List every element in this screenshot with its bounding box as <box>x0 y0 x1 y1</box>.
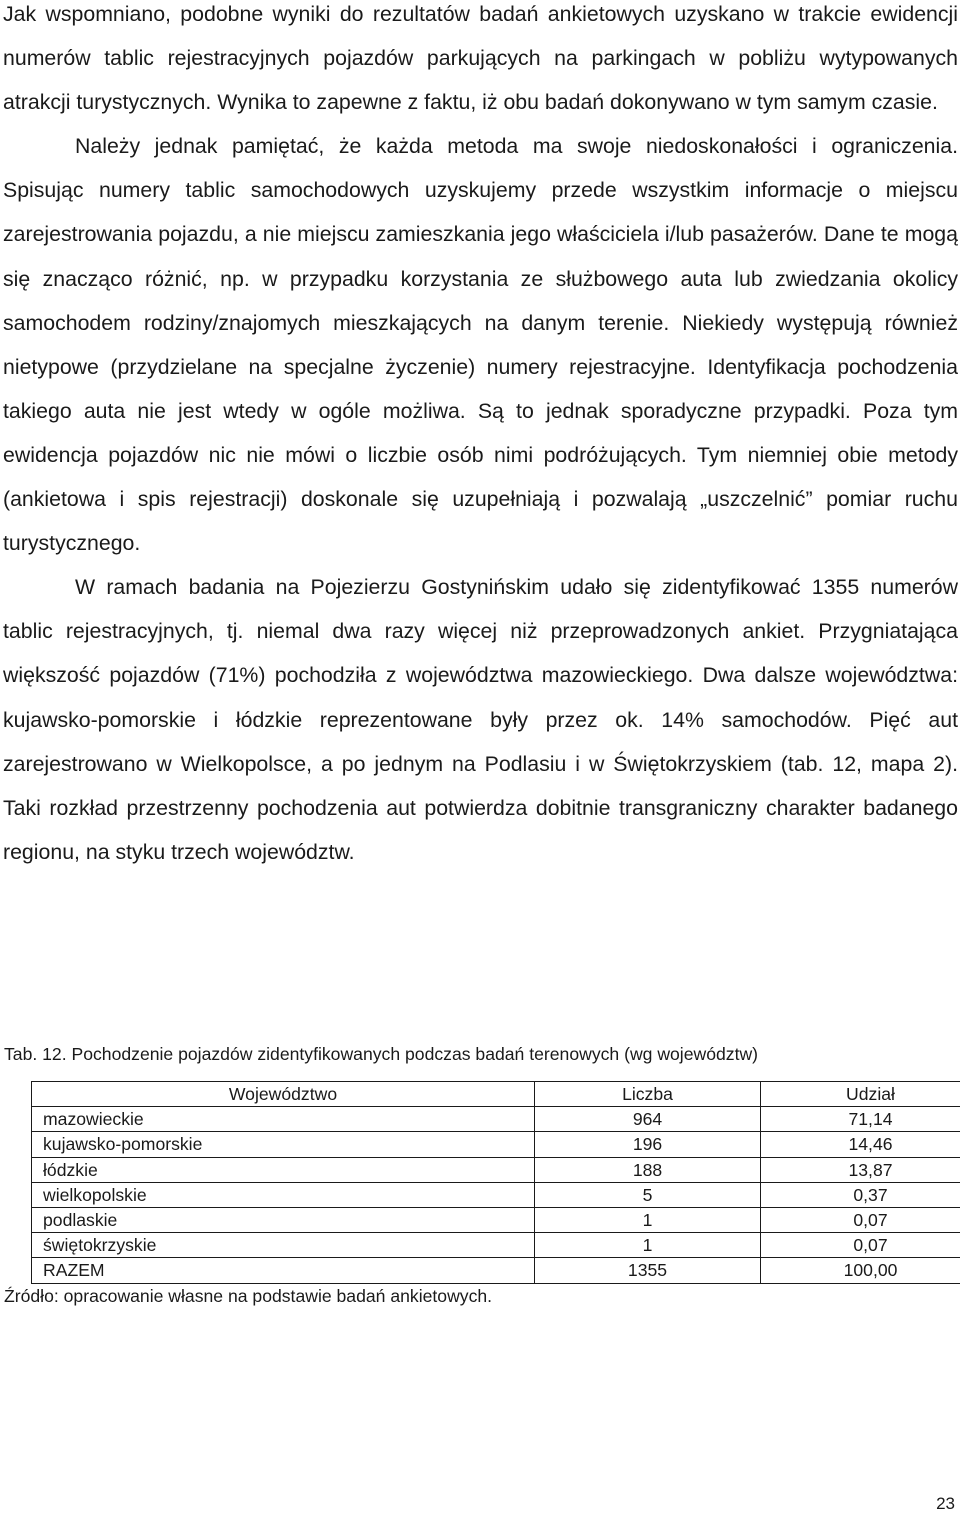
table-row <box>32 1233 960 1258</box>
cell-region: świętokrzyskie <box>32 1233 535 1258</box>
cell-share: 0,07 <box>761 1233 960 1258</box>
table-row <box>32 1182 960 1207</box>
header-region: Województwo <box>32 1082 535 1107</box>
cell-count: 196 <box>535 1132 761 1157</box>
table-source-note: Źródło: opracowanie własne na podstawie badań ankietowych. <box>4 1286 493 1306</box>
cell-region: łódzkie <box>32 1157 535 1182</box>
header-share: Udział <box>761 1082 960 1107</box>
paragraph-1: Jak wspomniano, podobne wyniki do rezultatów badań ankietowych uzyskano w trakcie ewidencji numerów tablic rejestracyjnych pojazdów parkujących na parkingach w pobliżu wytypowanych atrakcji turystycznych. Wynika to zapewne z faktu, iż obu badań dokonywano w tym samym czasie. <box>3 2 958 115</box>
paragraph-3: W ramach badania na Pojezierzu Gostynińskim udało się zidentyfikować 1355 numerów tablic rejestracyjnych, tj. niemal dwa razy więcej niż przeprowadzonych ankiet. Przygniatająca większość pojazdów (71%) pochodziła z województwa mazowieckiego. Dwa dalsze województwa: kujawsko-pomorskie i łódzkie reprezentowane były przez ok. 14% samochodów. Pięć aut zarejestrowano w Wielkopolsce, a po jednym na Podlasiu i w Świętokrzyskiem (tab. 12, mapa 2). Taki rozkład przestrzenny pochodzenia aut potwierdza dobitnie transgraniczny charakter badanego regionu, na styku trzech województw. <box>3 575 958 864</box>
cell-count: 964 <box>535 1107 761 1132</box>
cell-share: 0,07 <box>761 1207 960 1232</box>
table-row <box>32 1207 960 1232</box>
cell-region: mazowieckie <box>32 1107 535 1132</box>
cell-region: kujawsko-pomorskie <box>32 1132 535 1157</box>
table-row <box>32 1157 960 1182</box>
cell-share: 13,87 <box>761 1157 960 1182</box>
cell-share: 100,00 <box>761 1258 960 1283</box>
cell-region: podlaskie <box>32 1207 535 1232</box>
table-caption: Tab. 12. Pochodzenie pojazdów zidentyfikowanych podczas badań terenowych (wg województw) <box>4 1044 759 1064</box>
header-count: Liczba <box>535 1082 761 1107</box>
table-header-row <box>32 1082 960 1107</box>
table-row <box>32 1107 960 1132</box>
cell-share: 14,46 <box>761 1132 960 1157</box>
cell-region: wielkopolskie <box>32 1182 535 1207</box>
paragraph-2: Należy jednak pamiętać, że każda metoda ma swoje niedoskonałości i ograniczenia. Spisując numery tablic samochodowych uzyskujemy przede wszystkim informacje o miejscu zarejestrowania pojazdu, a nie miejscu zamieszkania jego właściciela i/lub pasażerów. Dane te mogą się znacząco różnić, np. w przypadku korzystania ze służbowego auta lub zwiedzania okolicy samochodem rodziny/znajomych mieszkających na danym terenie. Niekiedy występują również nietypowe (przydzielane na specjalne życzenie) numery rejestracyjne. Identyfikacja pochodzenia takiego auta nie jest wtedy w ogóle możliwa. Są to jednak sporadyczne przypadki. Poza tym ewidencja pojazdów nic nie mówi o liczbie osób nimi podróżujących. Tym niemniej obie metody (ankietowa i spis rejestracji) doskonale się uzupełniają i pozwalają „uszczelnić” pomiar ruchu turystycznego. <box>3 134 958 556</box>
cell-count: 5 <box>535 1182 761 1207</box>
cell-region: RAZEM <box>32 1258 535 1283</box>
vehicle-origin-table <box>31 1081 960 1284</box>
cell-count: 1 <box>535 1233 761 1258</box>
cell-count: 1355 <box>535 1258 761 1283</box>
table-row <box>32 1132 960 1157</box>
cell-share: 71,14 <box>761 1107 960 1132</box>
cell-count: 1 <box>535 1207 761 1232</box>
table-total-row <box>32 1258 960 1283</box>
body-text <box>3 0 958 874</box>
cell-count: 188 <box>535 1157 761 1182</box>
page-number: 23 <box>936 1494 955 1513</box>
cell-share: 0,37 <box>761 1182 960 1207</box>
